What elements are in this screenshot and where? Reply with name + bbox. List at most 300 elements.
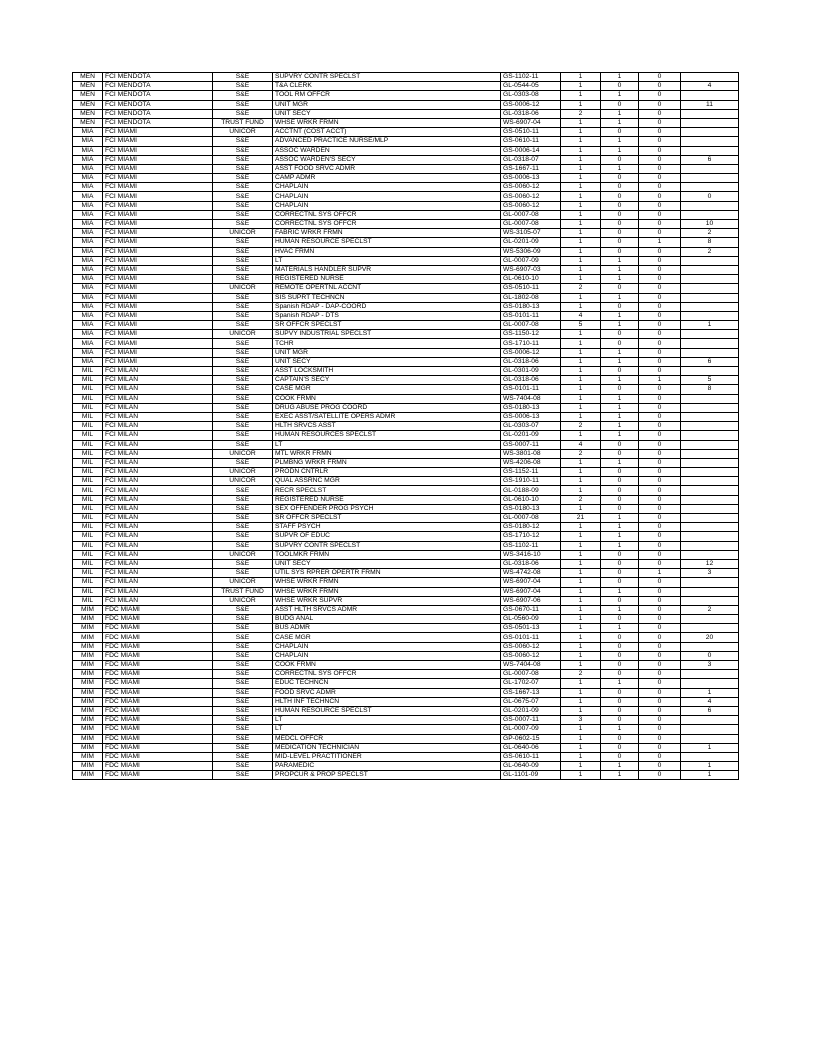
cell-facility-code: MIL [73,587,103,596]
cell-facility-name: FCI MIAMI [103,238,213,247]
cell-facility-name: FCI MIAMI [103,210,213,219]
cell-fund: UNICOR [213,596,273,605]
cell-count-a: 1 [561,376,601,385]
cell-count-d [681,596,739,605]
cell-count-c: 0 [639,220,681,229]
cell-facility-code: MIA [73,128,103,137]
cell-facility-code: MIL [73,394,103,403]
cell-fund: S&E [213,339,273,348]
cell-position-title: MEDCL OFFCR [273,734,501,743]
cell-count-c: 0 [639,302,681,311]
cell-count-d [681,532,739,541]
cell-grade: WS-6907-06 [501,596,561,605]
cell-facility-code: MIL [73,412,103,421]
cell-count-b: 0 [601,495,639,504]
cell-count-a: 21 [561,514,601,523]
cell-count-a: 1 [561,504,601,513]
cell-position-title: SUPVRY CONTR SPECLST [273,73,501,82]
cell-grade: WS-3416-10 [501,550,561,559]
cell-fund: S&E [213,541,273,550]
table-row [73,367,739,376]
cell-facility-name: FCI MILAN [103,504,213,513]
cell-count-a: 3 [561,716,601,725]
cell-count-d [681,137,739,146]
cell-facility-name: FCI MILAN [103,559,213,568]
cell-facility-name: FCI MIAMI [103,302,213,311]
cell-position-title: CAMP ADMR [273,174,501,183]
cell-count-d [681,725,739,734]
cell-count-d [681,330,739,339]
cell-position-title: SR OFFCR SPECLST [273,514,501,523]
cell-grade: GL-0544-05 [501,82,561,91]
cell-count-c: 1 [639,569,681,578]
cell-count-a: 1 [561,238,601,247]
cell-count-b: 0 [601,449,639,458]
cell-count-d [681,91,739,100]
cell-fund: S&E [213,357,273,366]
cell-position-title: HLTH INF TECHNCN [273,697,501,706]
cell-facility-name: FCI MILAN [103,541,213,550]
cell-count-a: 1 [561,275,601,284]
cell-facility-name: FCI MIAMI [103,348,213,357]
cell-facility-name: FCI MILAN [103,440,213,449]
cell-position-title: CHAPLAIN [273,183,501,192]
table-row [73,82,739,91]
cell-count-a: 2 [561,495,601,504]
table-row [73,523,739,532]
cell-facility-name: FCI MILAN [103,532,213,541]
cell-grade: GS-0501-13 [501,624,561,633]
cell-facility-name: FCI MILAN [103,477,213,486]
cell-count-b: 1 [601,376,639,385]
cell-count-d: 0 [681,651,739,660]
cell-facility-code: MIA [73,174,103,183]
cell-facility-code: MIA [73,183,103,192]
cell-grade: GL-0303-07 [501,422,561,431]
table-row [73,449,739,458]
cell-count-c: 0 [639,183,681,192]
cell-count-a: 4 [561,440,601,449]
cell-facility-code: MIM [73,624,103,633]
table-row [73,514,739,523]
cell-facility-name: FCI MILAN [103,431,213,440]
cell-count-d [681,670,739,679]
cell-count-b: 1 [601,532,639,541]
cell-facility-name: FCI MIAMI [103,229,213,238]
cell-count-c: 0 [639,633,681,642]
table-row [73,458,739,467]
table-row [73,229,739,238]
cell-count-d: 1 [681,771,739,780]
cell-count-b: 1 [601,293,639,302]
cell-position-title: CASE MGR [273,385,501,394]
table-row [73,716,739,725]
cell-fund: S&E [213,615,273,624]
cell-count-b: 1 [601,321,639,330]
cell-count-c: 0 [639,91,681,100]
cell-facility-name: FCI MIAMI [103,275,213,284]
cell-count-b: 0 [601,633,639,642]
cell-fund: S&E [213,422,273,431]
cell-count-b: 0 [601,82,639,91]
cell-position-title: CORRECTNL SYS OFFCR [273,670,501,679]
cell-count-b: 0 [601,155,639,164]
cell-facility-name: FDC MIAMI [103,771,213,780]
cell-position-title: SEX OFFENDER PROG PSYCH [273,504,501,513]
cell-count-b: 0 [601,504,639,513]
cell-position-title: PROPCUR & PROP SPECLST [273,771,501,780]
cell-count-d: 3 [681,661,739,670]
cell-position-title: ADVANCED PRACTICE NURSE/MLP [273,137,501,146]
cell-position-title: CHAPLAIN [273,192,501,201]
cell-position-title: ACCTNT (COST ACCT) [273,128,501,137]
cell-facility-code: MIL [73,532,103,541]
cell-facility-name: FCI MIAMI [103,284,213,293]
cell-count-a: 1 [561,431,601,440]
cell-fund: S&E [213,514,273,523]
cell-count-c: 0 [639,330,681,339]
cell-fund: S&E [213,73,273,82]
cell-facility-name: FCI MENDOTA [103,109,213,118]
cell-position-title: PRODN CNTRLR [273,468,501,477]
cell-count-a: 1 [561,477,601,486]
cell-count-c: 1 [639,376,681,385]
cell-count-d [681,679,739,688]
cell-grade: GS-0007-11 [501,716,561,725]
cell-fund: S&E [213,256,273,265]
table-row [73,651,739,660]
cell-count-d [681,174,739,183]
cell-count-c: 0 [639,615,681,624]
cell-count-a: 1 [561,265,601,274]
cell-count-b: 1 [601,412,639,421]
cell-facility-name: FCI MIAMI [103,339,213,348]
cell-count-a: 2 [561,109,601,118]
cell-count-b: 0 [601,596,639,605]
cell-count-b: 0 [601,302,639,311]
cell-facility-code: MIM [73,651,103,660]
cell-count-b: 0 [601,367,639,376]
cell-fund: S&E [213,679,273,688]
cell-grade: GL-1702-07 [501,679,561,688]
cell-count-c: 0 [639,394,681,403]
cell-facility-name: FCI MIAMI [103,164,213,173]
cell-count-c: 0 [639,174,681,183]
cell-facility-code: MIM [73,670,103,679]
cell-position-title: TOOL RM OFFCR [273,91,501,100]
table-row [73,210,739,219]
cell-count-d [681,440,739,449]
cell-facility-name: FDC MIAMI [103,651,213,660]
cell-count-a: 2 [561,284,601,293]
cell-count-d [681,183,739,192]
cell-count-a: 1 [561,752,601,761]
cell-fund: UNICOR [213,578,273,587]
cell-fund: S&E [213,633,273,642]
cell-grade: GL-0007-08 [501,670,561,679]
table-row [73,348,739,357]
cell-position-title: RECR SPECLST [273,486,501,495]
cell-count-c: 0 [639,624,681,633]
cell-count-d: 11 [681,100,739,109]
cell-count-d: 2 [681,605,739,614]
cell-facility-code: MIL [73,504,103,513]
cell-count-b: 0 [601,468,639,477]
cell-count-d: 4 [681,82,739,91]
cell-count-c: 0 [639,477,681,486]
cell-count-d [681,339,739,348]
cell-fund: S&E [213,403,273,412]
cell-grade: WS-6907-04 [501,118,561,127]
cell-position-title: EDUC TECHNCN [273,679,501,688]
cell-grade: GL-0303-08 [501,91,561,100]
cell-count-c: 0 [639,458,681,467]
table-row [73,605,739,614]
cell-fund: S&E [213,734,273,743]
cell-facility-code: MIA [73,265,103,274]
cell-count-b: 0 [601,284,639,293]
cell-facility-name: FCI MILAN [103,486,213,495]
cell-facility-code: MIA [73,256,103,265]
cell-facility-code: MIA [73,339,103,348]
table-row [73,146,739,155]
cell-fund: S&E [213,247,273,256]
cell-count-a: 1 [561,661,601,670]
cell-count-c: 0 [639,651,681,660]
cell-count-d [681,495,739,504]
cell-count-c: 0 [639,73,681,82]
table-row [73,403,739,412]
cell-count-d [681,275,739,284]
cell-facility-name: FDC MIAMI [103,642,213,651]
cell-grade: GS-0180-12 [501,523,561,532]
table-row [73,559,739,568]
cell-facility-name: FCI MENDOTA [103,118,213,127]
cell-count-d [681,118,739,127]
cell-position-title: MATERIALS HANDLER SUPVR [273,265,501,274]
cell-position-title: SUPVRY CONTR SPECLST [273,541,501,550]
cell-grade: WS-7404-08 [501,661,561,670]
cell-facility-code: MIL [73,431,103,440]
cell-count-a: 1 [561,734,601,743]
cell-position-title: SIS SUPRT TECHNCN [273,293,501,302]
cell-count-c: 0 [639,403,681,412]
cell-grade: WS-6907-03 [501,265,561,274]
cell-fund: S&E [213,716,273,725]
cell-facility-code: MEN [73,100,103,109]
cell-facility-name: FDC MIAMI [103,752,213,761]
table-row [73,550,739,559]
cell-count-a: 5 [561,321,601,330]
cell-facility-code: MIL [73,559,103,568]
cell-fund: S&E [213,293,273,302]
cell-count-b: 1 [601,275,639,284]
cell-count-c: 0 [639,247,681,256]
cell-count-b: 0 [601,578,639,587]
cell-count-d: 12 [681,559,739,568]
cell-grade: GL-0318-06 [501,109,561,118]
cell-position-title: LT [273,725,501,734]
cell-position-title: TOOLMKR FRMN [273,550,501,559]
cell-grade: GS-0180-13 [501,504,561,513]
cell-count-c: 0 [639,771,681,780]
cell-fund: S&E [213,201,273,210]
cell-count-a: 1 [561,229,601,238]
cell-facility-name: FCI MILAN [103,376,213,385]
cell-count-a: 1 [561,293,601,302]
cell-count-c: 0 [639,440,681,449]
cell-fund: UNICOR [213,550,273,559]
cell-count-b: 1 [601,164,639,173]
cell-facility-name: FCI MIAMI [103,311,213,320]
cell-grade: WS-4742-08 [501,569,561,578]
cell-count-b: 0 [601,615,639,624]
cell-position-title: BUDG ANAL [273,615,501,624]
table-row [73,73,739,82]
cell-facility-name: FDC MIAMI [103,605,213,614]
cell-count-c: 0 [639,514,681,523]
cell-fund: S&E [213,486,273,495]
cell-count-b: 1 [601,762,639,771]
cell-count-d: 6 [681,357,739,366]
cell-fund: S&E [213,431,273,440]
cell-fund: S&E [213,275,273,284]
cell-position-title: Spanish RDAP - DAP-COORD [273,302,501,311]
cell-position-title: CASE MGR [273,633,501,642]
cell-position-title: UNIT SECY [273,559,501,568]
cell-count-b: 0 [601,174,639,183]
cell-count-a: 1 [561,633,601,642]
cell-count-b: 0 [601,559,639,568]
cell-count-a: 1 [561,128,601,137]
cell-count-b: 1 [601,541,639,550]
cell-facility-code: MIL [73,367,103,376]
table-row [73,569,739,578]
cell-facility-name: FCI MILAN [103,458,213,467]
cell-count-c: 0 [639,357,681,366]
cell-count-b: 1 [601,394,639,403]
cell-count-d [681,431,739,440]
cell-count-b: 0 [601,752,639,761]
cell-count-c: 0 [639,670,681,679]
cell-count-a: 1 [561,771,601,780]
cell-fund: S&E [213,155,273,164]
cell-facility-name: FCI MILAN [103,569,213,578]
cell-count-c: 0 [639,210,681,219]
cell-facility-code: MIM [73,615,103,624]
cell-count-a: 1 [561,578,601,587]
cell-count-c: 0 [639,109,681,118]
cell-facility-code: MIM [73,716,103,725]
cell-count-c: 0 [639,605,681,614]
cell-facility-code: MIA [73,302,103,311]
cell-count-c: 0 [639,688,681,697]
cell-facility-name: FCI MILAN [103,468,213,477]
table-row [73,164,739,173]
cell-facility-code: MIA [73,321,103,330]
cell-position-title: HUMAN RESOURCE SPECLST [273,238,501,247]
cell-facility-name: FCI MENDOTA [103,73,213,82]
cell-position-title: REGISTERED NURSE [273,275,501,284]
cell-fund: UNICOR [213,229,273,238]
cell-facility-name: FDC MIAMI [103,743,213,752]
cell-fund: S&E [213,706,273,715]
cell-count-a: 1 [561,615,601,624]
cell-fund: S&E [213,238,273,247]
table-row [73,311,739,320]
table-row [73,192,739,201]
cell-grade: GL-0640-06 [501,743,561,752]
cell-facility-name: FCI MIAMI [103,192,213,201]
cell-position-title: ASSOC WARDEN [273,146,501,155]
table-row [73,578,739,587]
cell-count-b: 0 [601,247,639,256]
cell-count-a: 1 [561,91,601,100]
cell-count-b: 1 [601,348,639,357]
cell-grade: GS-0180-13 [501,302,561,311]
cell-facility-code: MIL [73,514,103,523]
cell-count-c: 0 [639,468,681,477]
cell-facility-name: FCI MILAN [103,403,213,412]
cell-grade: GL-0007-09 [501,256,561,265]
cell-count-b: 0 [601,440,639,449]
cell-count-a: 1 [561,559,601,568]
table-row [73,284,739,293]
table-row [73,752,739,761]
table-row [73,615,739,624]
cell-count-c: 0 [639,321,681,330]
cell-count-d [681,422,739,431]
cell-position-title: HVAC FRMN [273,247,501,256]
cell-count-a: 1 [561,155,601,164]
cell-facility-code: MIL [73,468,103,477]
cell-position-title: CORRECTNL SYS OFFCR [273,220,501,229]
cell-count-c: 0 [639,559,681,568]
cell-grade: GS-0610-11 [501,137,561,146]
cell-facility-code: MIA [73,155,103,164]
cell-count-a: 1 [561,725,601,734]
cell-count-a: 1 [561,137,601,146]
cell-grade: GS-0006-12 [501,100,561,109]
cell-position-title: PARAMEDIC [273,762,501,771]
cell-count-b: 0 [601,670,639,679]
cell-count-d: 0 [681,192,739,201]
cell-position-title: ASST LOCKSMITH [273,367,501,376]
cell-fund: S&E [213,661,273,670]
table-row [73,706,739,715]
cell-count-a: 1 [561,679,601,688]
table-row [73,394,739,403]
cell-facility-name: FDC MIAMI [103,670,213,679]
cell-count-b: 1 [601,73,639,82]
table-row [73,642,739,651]
cell-count-b: 1 [601,403,639,412]
cell-count-c: 0 [639,164,681,173]
cell-position-title: FOOD SRVC ADMR [273,688,501,697]
table-row [73,128,739,137]
cell-count-a: 2 [561,449,601,458]
cell-position-title: SUPVR OF EDUC [273,532,501,541]
cell-position-title: WHSE WRKR FRMN [273,578,501,587]
cell-facility-name: FDC MIAMI [103,734,213,743]
cell-grade: GS-1152-11 [501,468,561,477]
cell-facility-name: FCI MIAMI [103,330,213,339]
cell-count-d [681,412,739,421]
cell-facility-name: FCI MENDOTA [103,100,213,109]
cell-position-title: LT [273,716,501,725]
cell-count-d: 5 [681,376,739,385]
cell-count-b: 1 [601,605,639,614]
